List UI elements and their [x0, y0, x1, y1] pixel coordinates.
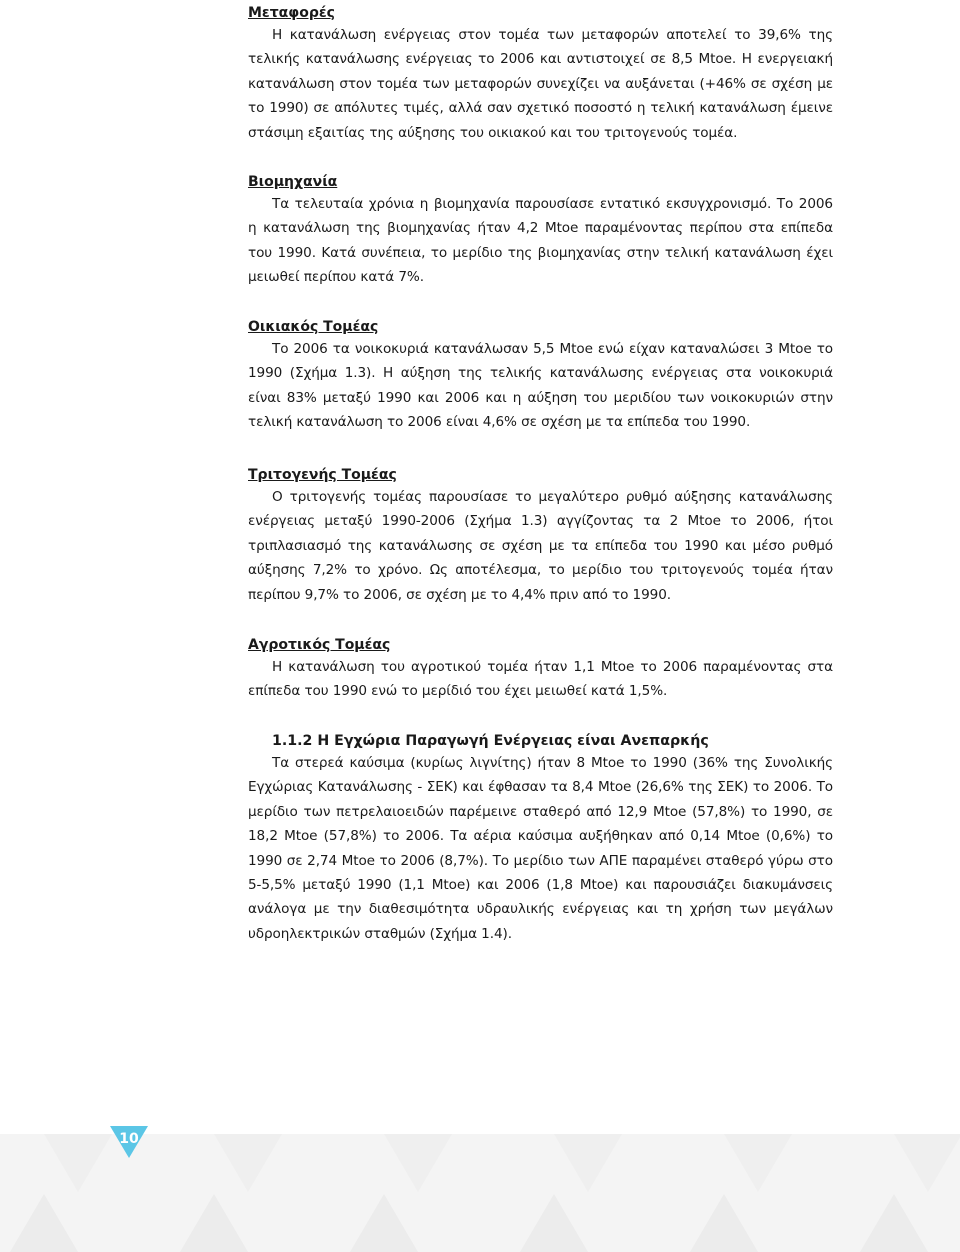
section-paragraph-industry: Τα τελευταία χρόνια η βιομηχανία παρουσίασε εντατικό εκσυγχρονισμό. Το 2006 η κατανάλωση της βιομηχανίας ήταν 4,2 Mtoe παραμένοντας περίπου στα επίπεδα του 1990. Κατά συνέπεια, το μερίδιο της βιομηχανίας στην τελική κατανάλωση έχει μειωθεί περίπου κατά 7%.	[248, 196, 833, 286]
section-paragraph-residential: Το 2006 τα νοικοκυριά κατανάλωσαν 5,5 Mtoe ενώ είχαν καταναλώσει 3 Mtoe το 1990 (Σχήμα 1.3). Η αύξηση της τελικής κατανάλωσης ενέργειας στα νοικοκυριά είναι 83% μεταξύ 1990 και 2006 και η αύξηση του μεριδίου των νοικοκυριών στην τελική κατανάλωση το 2006 είναι 4,6% σε σχέση με τα επίπεδα του 1990.	[248, 341, 833, 431]
section-tertiary	[248, 462, 833, 607]
section-production	[248, 732, 833, 946]
page-number: 10	[119, 1131, 139, 1147]
section-heading-residential: Οικιακός Τομέας	[248, 319, 379, 335]
section-industry	[248, 169, 833, 290]
footer-triangle-decoration	[384, 1134, 452, 1192]
section-agriculture	[248, 632, 833, 704]
page-number-badge	[106, 1122, 152, 1162]
section-paragraph-agriculture: Η κατανάλωση του αγροτικού τομέα ήταν 1,1 Mtoe το 2006 παραμένοντας στα επίπεδα του 1990 ενώ το μερίδιό του έχει μειωθεί κατά 1,5%.	[248, 659, 833, 700]
footer-triangle-decoration	[10, 1194, 78, 1252]
footer-triangle-decoration	[894, 1134, 960, 1192]
footer-triangle-decoration	[554, 1134, 622, 1192]
footer-triangle-decoration	[44, 1134, 112, 1192]
footer-triangle-decoration	[350, 1194, 418, 1252]
section-paragraph-production: Τα στερεά καύσιμα (κυρίως λιγνίτης) ήταν 8 Mtoe το 1990 (36% της Συνολικής Εγχώριας Κατανάλωσης - ΣΕΚ) και έφθασαν τα 8,4 Mtoe (26,6% της ΣΕΚ) το 2006. Το μερίδιο των πετρελαιοειδών παρέμεινε σταθερό από 12,9 Mtoe (57,8%) το 1990, σε 18,2 Mtoe (57,8%) το 2006. Τα αέρια καύσιμα αυξήθηκαν από 0,14 Mtoe (0,6%) το 1990 σε 2,74 Mtoe το 2006 (8,7%). Το μερίδιο των ΑΠΕ παραμένει σταθερό γύρω στο 5-5,5% μεταξύ 1990 (1,1 Mtoe) και 2006 (1,8 Mtoe) και παρουσιάζει διακυμάνσεις ανάλογα με την διαθεσιμότητα υδραυλικής ενέργειας και τη χρήση των μεγάλων υδροηλεκτρικών σταθμών (Σχήμα 1.4).	[248, 755, 833, 942]
footer-triangle-decoration	[690, 1194, 758, 1252]
footer-triangle-decoration	[724, 1134, 792, 1192]
section-paragraph-transport: Η κατανάλωση ενέργειας στον τομέα των μεταφορών αποτελεί το 39,6% της τελικής κατανάλωσης ενέργειας το 2006 και αντιστοιχεί σε 8,5 Mtoe. Η ενεργειακή κατανάλωση στον τομέα των μεταφορών συνεχίζει να αυξάνεται (+46% σε σχέση με το 1990) σε απόλυτες τιμές, αλλά σαν σχετικό ποσοστό η τελική κατανάλωση έμεινε στάσιμη εξαιτίας της αύξησης του οικιακού και του τριτογενούς τομέα.	[248, 27, 833, 141]
section-residential	[248, 314, 833, 435]
section-heading-tertiary: Τριτογενής Τομέας	[248, 467, 397, 483]
subsection-title-production: 1.1.2 Η Εγχώρια Παραγωγή Ενέργειας είναι Ανεπαρκής	[272, 733, 709, 749]
footer-triangle-decoration	[520, 1194, 588, 1252]
footer-triangle-decoration	[214, 1134, 282, 1192]
section-paragraph-tertiary: Ο τριτογενής τομέας παρουσίασε το μεγαλύτερο ρυθμό αύξησης κατανάλωσης ενέργειας μεταξύ 1990-2006 (Σχήμα 1.3) αγγίζοντας τα 2 Mtoe το 2006, ήτοι τριπλασιασμό της κατανάλωσης σε σχέση με τα επίπεδα του 1990 και μέσο ρυθμό αύξησης 7,2% το χρόνο. Ως αποτέλεσμα, το μερίδιο του τριτογενούς τομέα ήταν περίπου 9,7% το 2006, σε σχέση με το 4,4% πριν από το 1990.	[248, 489, 833, 603]
section-heading-agriculture: Αγροτικός Τομέας	[248, 637, 391, 653]
footer-triangle-decoration	[860, 1194, 928, 1252]
section-heading-transport: Μεταφορές	[248, 5, 335, 21]
section-heading-industry: Βιομηχανία	[248, 174, 338, 190]
footer-triangle-decoration	[180, 1194, 248, 1252]
section-transport	[248, 0, 833, 145]
